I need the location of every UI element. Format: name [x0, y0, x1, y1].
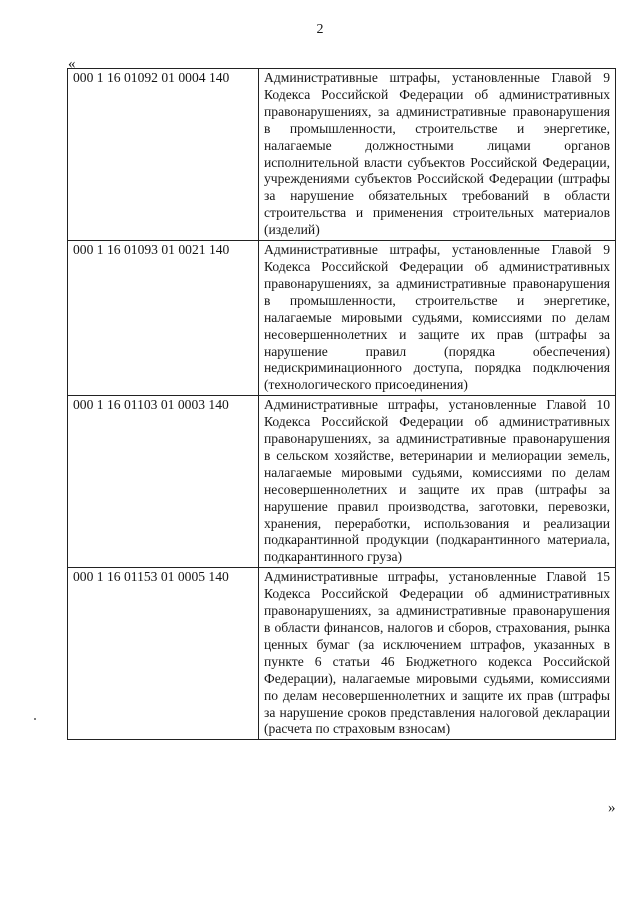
table-row: [68, 241, 616, 396]
table-row: [68, 396, 616, 568]
kbk-code-cell: 000 1 16 01092 01 0004 140: [68, 69, 259, 241]
scan-speck: [34, 718, 36, 720]
description-cell: Административные штрафы, установленные Главой 9 Кодекса Российской Федерации об административных правонарушениях, за административные правонарушения в промышленности, строительстве и энергетике, налагаемые мировыми судьями, комиссиями по делам несовершеннолетних и защите их прав (штрафы за нарушение правил (порядка обеспечения) недискриминационного доступа, порядка подключения (технологического присоединения): [259, 241, 616, 396]
description-cell: Административные штрафы, установленные Главой 15 Кодекса Российской Федерации об административных правонарушениях, за административные правонарушения в области финансов, налогов и сборов, страхования, рынка ценных бумаг (за исключением штрафов, указанных в пункте 6 статьи 46 Бюджетного кодекса Российской Федерации), налагаемые мировыми судьями, комиссиями по делам несовершеннолетних и защите их прав (штрафы за нарушение сроков представления налоговой декларации (расчета по страховым взносам): [259, 568, 616, 740]
description-cell: Административные штрафы, установленные Главой 9 Кодекса Российской Федерации об административных правонарушениях, за административные правонарушения в промышленности, строительстве и энергетике, налагаемые должностными лицами органов исполнительной власти субъектов Российской Федерации, учреждениями субъектов Российской Федерации (штрафы за нарушение обязательных требований в области строительства и применения строительных материалов (изделий): [259, 69, 616, 241]
kbk-code-cell: 000 1 16 01153 01 0005 140: [68, 568, 259, 740]
opening-quote: «: [68, 56, 76, 72]
closing-quote: »: [608, 800, 616, 816]
description-cell: Административные штрафы, установленные Главой 10 Кодекса Российской Федерации об административных правонарушениях, за административные правонарушения в сельском хозяйстве, ветеринарии и мелиорации земель, налагаемые мировыми судьями, комиссиями по делам несовершеннолетних и защите их прав (штрафы за нарушение правил производства, заготовки, перевозки, хранения, переработки, использования и реализации подкарантинной продукции (подкарантинного материала, подкарантинного груза): [259, 396, 616, 568]
kbk-code-cell: 000 1 16 01103 01 0003 140: [68, 396, 259, 568]
budget-classification-table: [67, 68, 616, 740]
page-number: 2: [316, 22, 324, 37]
table-row: [68, 568, 616, 740]
kbk-code-cell: 000 1 16 01093 01 0021 140: [68, 241, 259, 396]
table-row: [68, 69, 616, 241]
